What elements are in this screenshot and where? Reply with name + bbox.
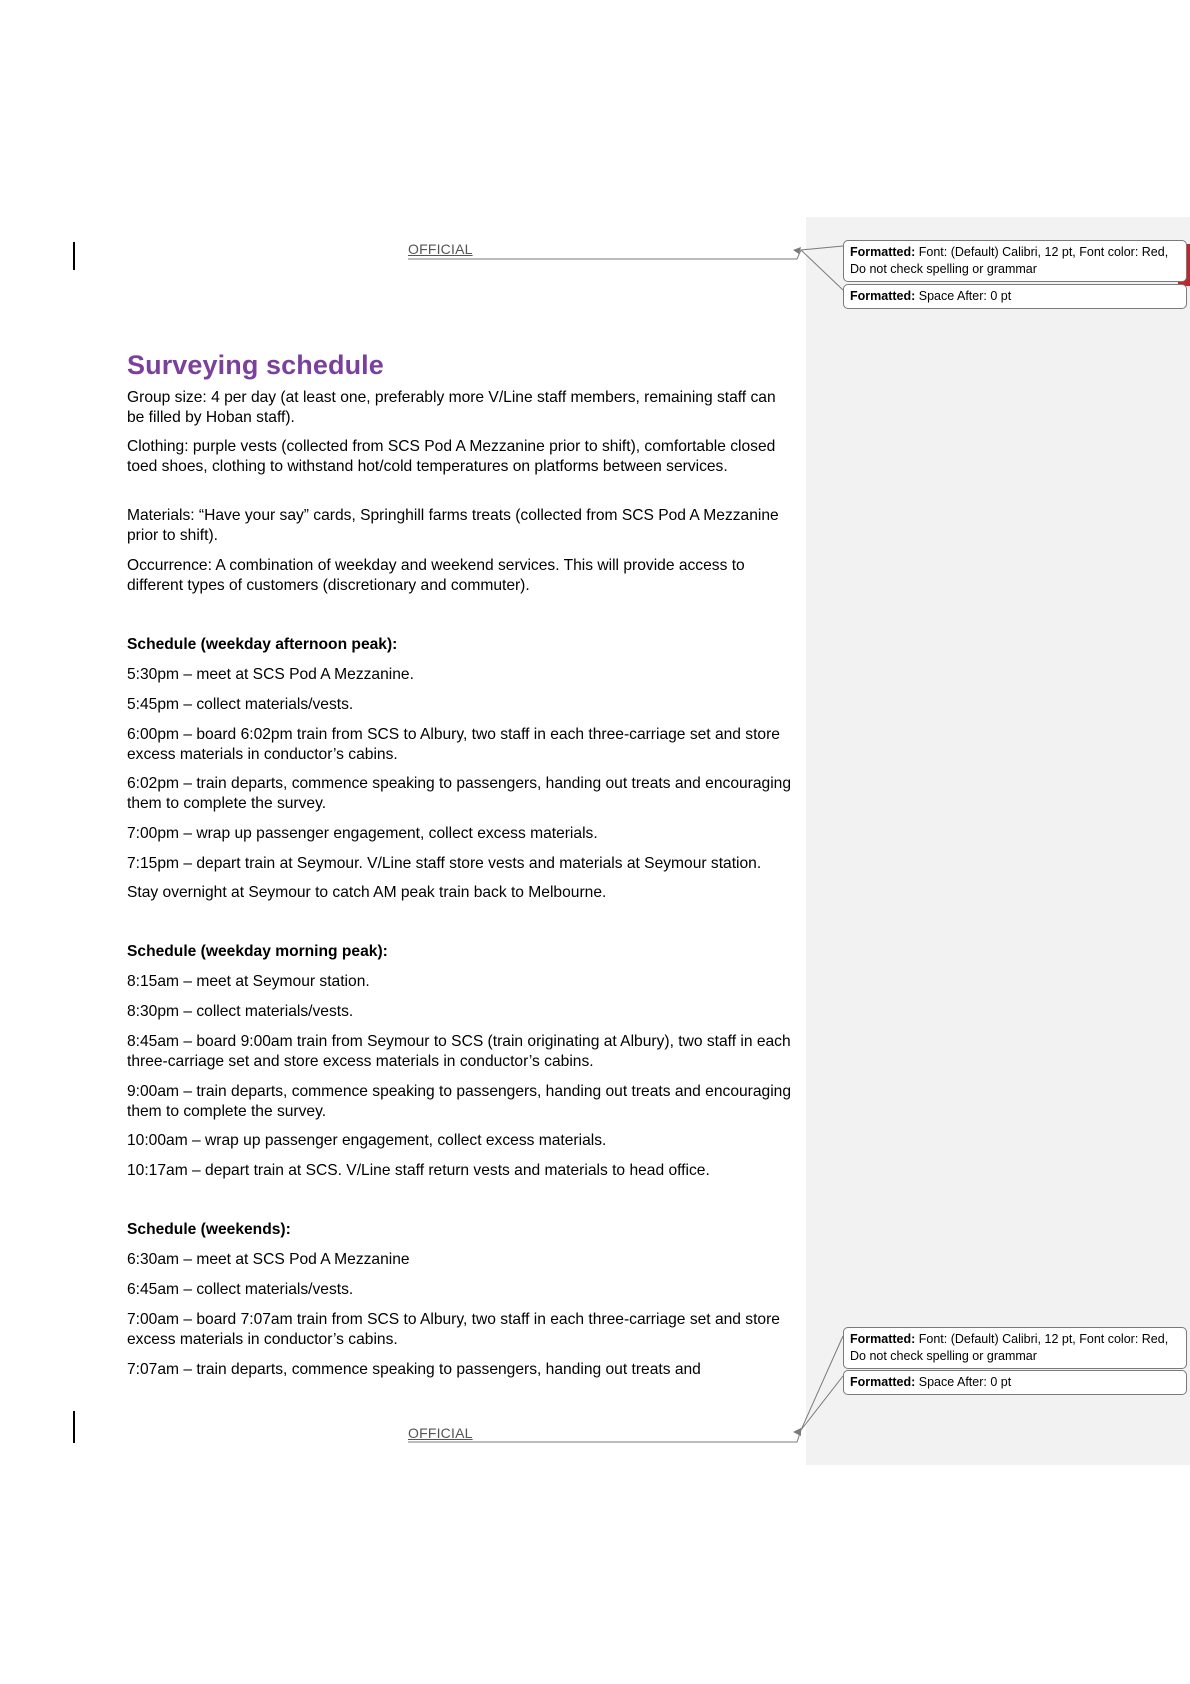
schedule-item: 6:30am – meet at SCS Pod A Mezzanine (127, 1251, 410, 1268)
intro-materials: Materials: “Have your say” cards, Springhill farms treats (collected from SCS Pod A Mezzanine prior to shift). (127, 507, 779, 544)
schedule-item: 10:00am – wrap up passenger engagement, collect excess materials. (127, 1132, 607, 1149)
intro-clothing: Clothing: purple vests (collected from SCS Pod A Mezzanine prior to shift), comfortable closed toed shoes, clothing to withstand hot/cold temperatures on platforms between services. (127, 438, 776, 475)
schedule-item: 7:15pm – depart train at Seymour. V/Line staff store vests and materials at Seymour station. (127, 855, 762, 872)
schedule-item: 5:30pm – meet at SCS Pod A Mezzanine. (127, 666, 414, 683)
schedule-item: 6:02pm – train departs, commence speaking to passengers, handing out treats and encouraging them to complete the survey. (127, 775, 792, 812)
header-official: OFFICIAL (408, 241, 473, 257)
schedule-item: 6:00pm – board 6:02pm train from SCS to Albury, two staff in each three-carriage set and store excess materials in conductor’s cabins. (127, 726, 780, 763)
comment-balloon-format-spacing[interactable] (843, 1370, 1187, 1395)
section-heading-weekends: Schedule (weekends): (127, 1221, 291, 1238)
comment-balloon-format-spacing[interactable] (843, 284, 1187, 309)
section-heading-afternoon: Schedule (weekday afternoon peak): (127, 636, 398, 653)
schedule-item: Stay overnight at Seymour to catch AM peak train back to Melbourne. (127, 884, 607, 901)
comment-text: Font: (Default) Calibri, 12 pt, Font color: Red, Do not check spelling or grammar (850, 245, 1169, 276)
comment-label: Formatted: (850, 1375, 916, 1389)
comment-text: Space After: 0 pt (918, 1375, 1012, 1389)
schedule-item: 8:30pm – collect materials/vests. (127, 1003, 354, 1020)
markup-pane (806, 217, 1190, 1465)
schedule-item: 6:45am – collect materials/vests. (127, 1281, 354, 1298)
section-heading-morning: Schedule (weekday morning peak): (127, 943, 388, 960)
comment-label: Formatted: (850, 289, 916, 303)
footer-official: OFFICIAL (408, 1425, 473, 1441)
schedule-item: 9:00am – train departs, commence speaking to passengers, handing out treats and encouraging them to complete the survey. (127, 1083, 792, 1120)
schedule-item: 7:00pm – wrap up passenger engagement, collect excess materials. (127, 825, 598, 842)
comment-label: Formatted: (850, 1332, 916, 1346)
comment-text: Space After: 0 pt (918, 289, 1012, 303)
schedule-item: 7:07am – train departs, commence speaking to passengers, handing out treats and (127, 1361, 701, 1378)
intro-group-size: Group size: 4 per day (at least one, preferably more V/Line staff members, remaining staff can be filled by Hoban staff). (127, 389, 776, 426)
schedule-item: 10:17am – depart train at SCS. V/Line staff return vests and materials to head office. (127, 1162, 710, 1179)
schedule-item: 7:00am – board 7:07am train from SCS to Albury, two staff in each three-carriage set and store excess materials in conductor’s cabins. (127, 1311, 780, 1348)
schedule-item: 5:45pm – collect materials/vests. (127, 696, 354, 713)
document-title: Surveying schedule (127, 350, 384, 380)
comment-text: Font: (Default) Calibri, 12 pt, Font color: Red, Do not check spelling or grammar (850, 1332, 1169, 1363)
schedule-item: 8:15am – meet at Seymour station. (127, 973, 370, 990)
comment-balloon-format-font[interactable] (843, 240, 1187, 282)
change-bar-top (73, 242, 75, 270)
schedule-item: 8:45am – board 9:00am train from Seymour to SCS (train originating at Albury), two staff in each three-carriage set and store excess materials in conductor’s cabins. (127, 1033, 791, 1070)
comment-balloon-format-font[interactable] (843, 1327, 1187, 1369)
comment-label: Formatted: (850, 245, 916, 259)
change-bar-bottom (73, 1411, 75, 1443)
intro-occurrence: Occurrence: A combination of weekday and weekend services. This will provide access to different types of customers (discretionary and commuter). (127, 557, 745, 594)
